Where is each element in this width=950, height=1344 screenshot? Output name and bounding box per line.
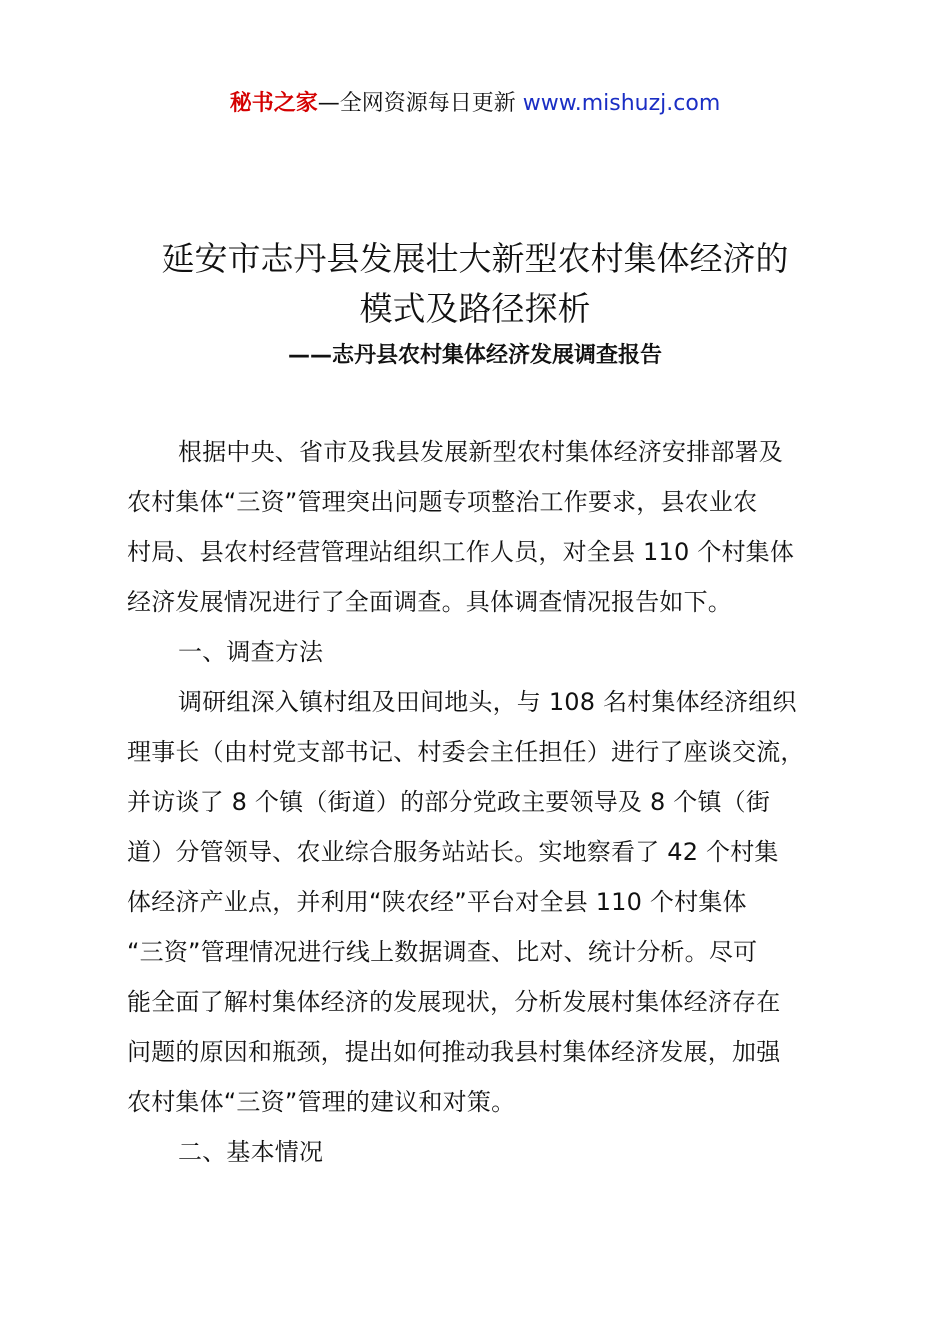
- paragraph-line: 道）分管领导、农业综合服务站站长。实地察看了 42 个村集: [127, 838, 779, 866]
- paragraph-line: 体经济产业点，并利用“陕农经”平台对全县 110 个村集体: [127, 888, 747, 916]
- paragraph-line: 问题的原因和瓶颈，提出如何推动我县村集体经济发展，加强: [127, 1038, 781, 1066]
- header-tagline: —全网资源每日更新: [317, 91, 523, 116]
- document-title-line-1: 延安市志丹县发展壮大新型农村集体经济的: [161, 239, 789, 278]
- brand-name: 秘书之家: [229, 91, 318, 116]
- site-url-link[interactable]: www.mishuzj.com: [522, 91, 721, 116]
- paragraph-line: “三资”管理情况进行线上数据调查、比对、统计分析。尽可: [127, 938, 758, 966]
- paragraph-line: 能全面了解村集体经济的发展现状，分析发展村集体经济存在: [127, 988, 781, 1016]
- paragraph-line: 农村集体“三资”管理突出问题专项整治工作要求，县农业农: [127, 488, 758, 516]
- site-header: [0, 86, 950, 122]
- paragraph-line: 并访谈了 8 个镇（街道）的部分党政主要领导及 8 个镇（街: [127, 788, 771, 816]
- document-subtitle: ——志丹县农村集体经济发展调查报告: [287, 343, 662, 368]
- paragraph-line: 理事长（由村党支部书记、村委会主任担任）进行了座谈交流，: [127, 738, 805, 766]
- paragraph-line: 农村集体“三资”管理的建议和对策。: [127, 1088, 516, 1116]
- paragraph-line: 经济发展情况进行了全面调查。具体调查情况报告如下。: [127, 588, 732, 616]
- section-heading: 一、调查方法: [178, 638, 324, 666]
- paragraph-line: 村局、县农村经营管理站组织工作人员，对全县 110 个村集体: [127, 538, 795, 566]
- document-title-line-2: 模式及路径探析: [359, 289, 591, 328]
- section-heading: 二、基本情况: [178, 1138, 324, 1166]
- paragraph-line: 根据中央、省市及我县发展新型农村集体经济安排部署及: [178, 438, 783, 466]
- paragraph-line: 调研组深入镇村组及田间地头，与 108 名村集体经济组织: [178, 688, 797, 716]
